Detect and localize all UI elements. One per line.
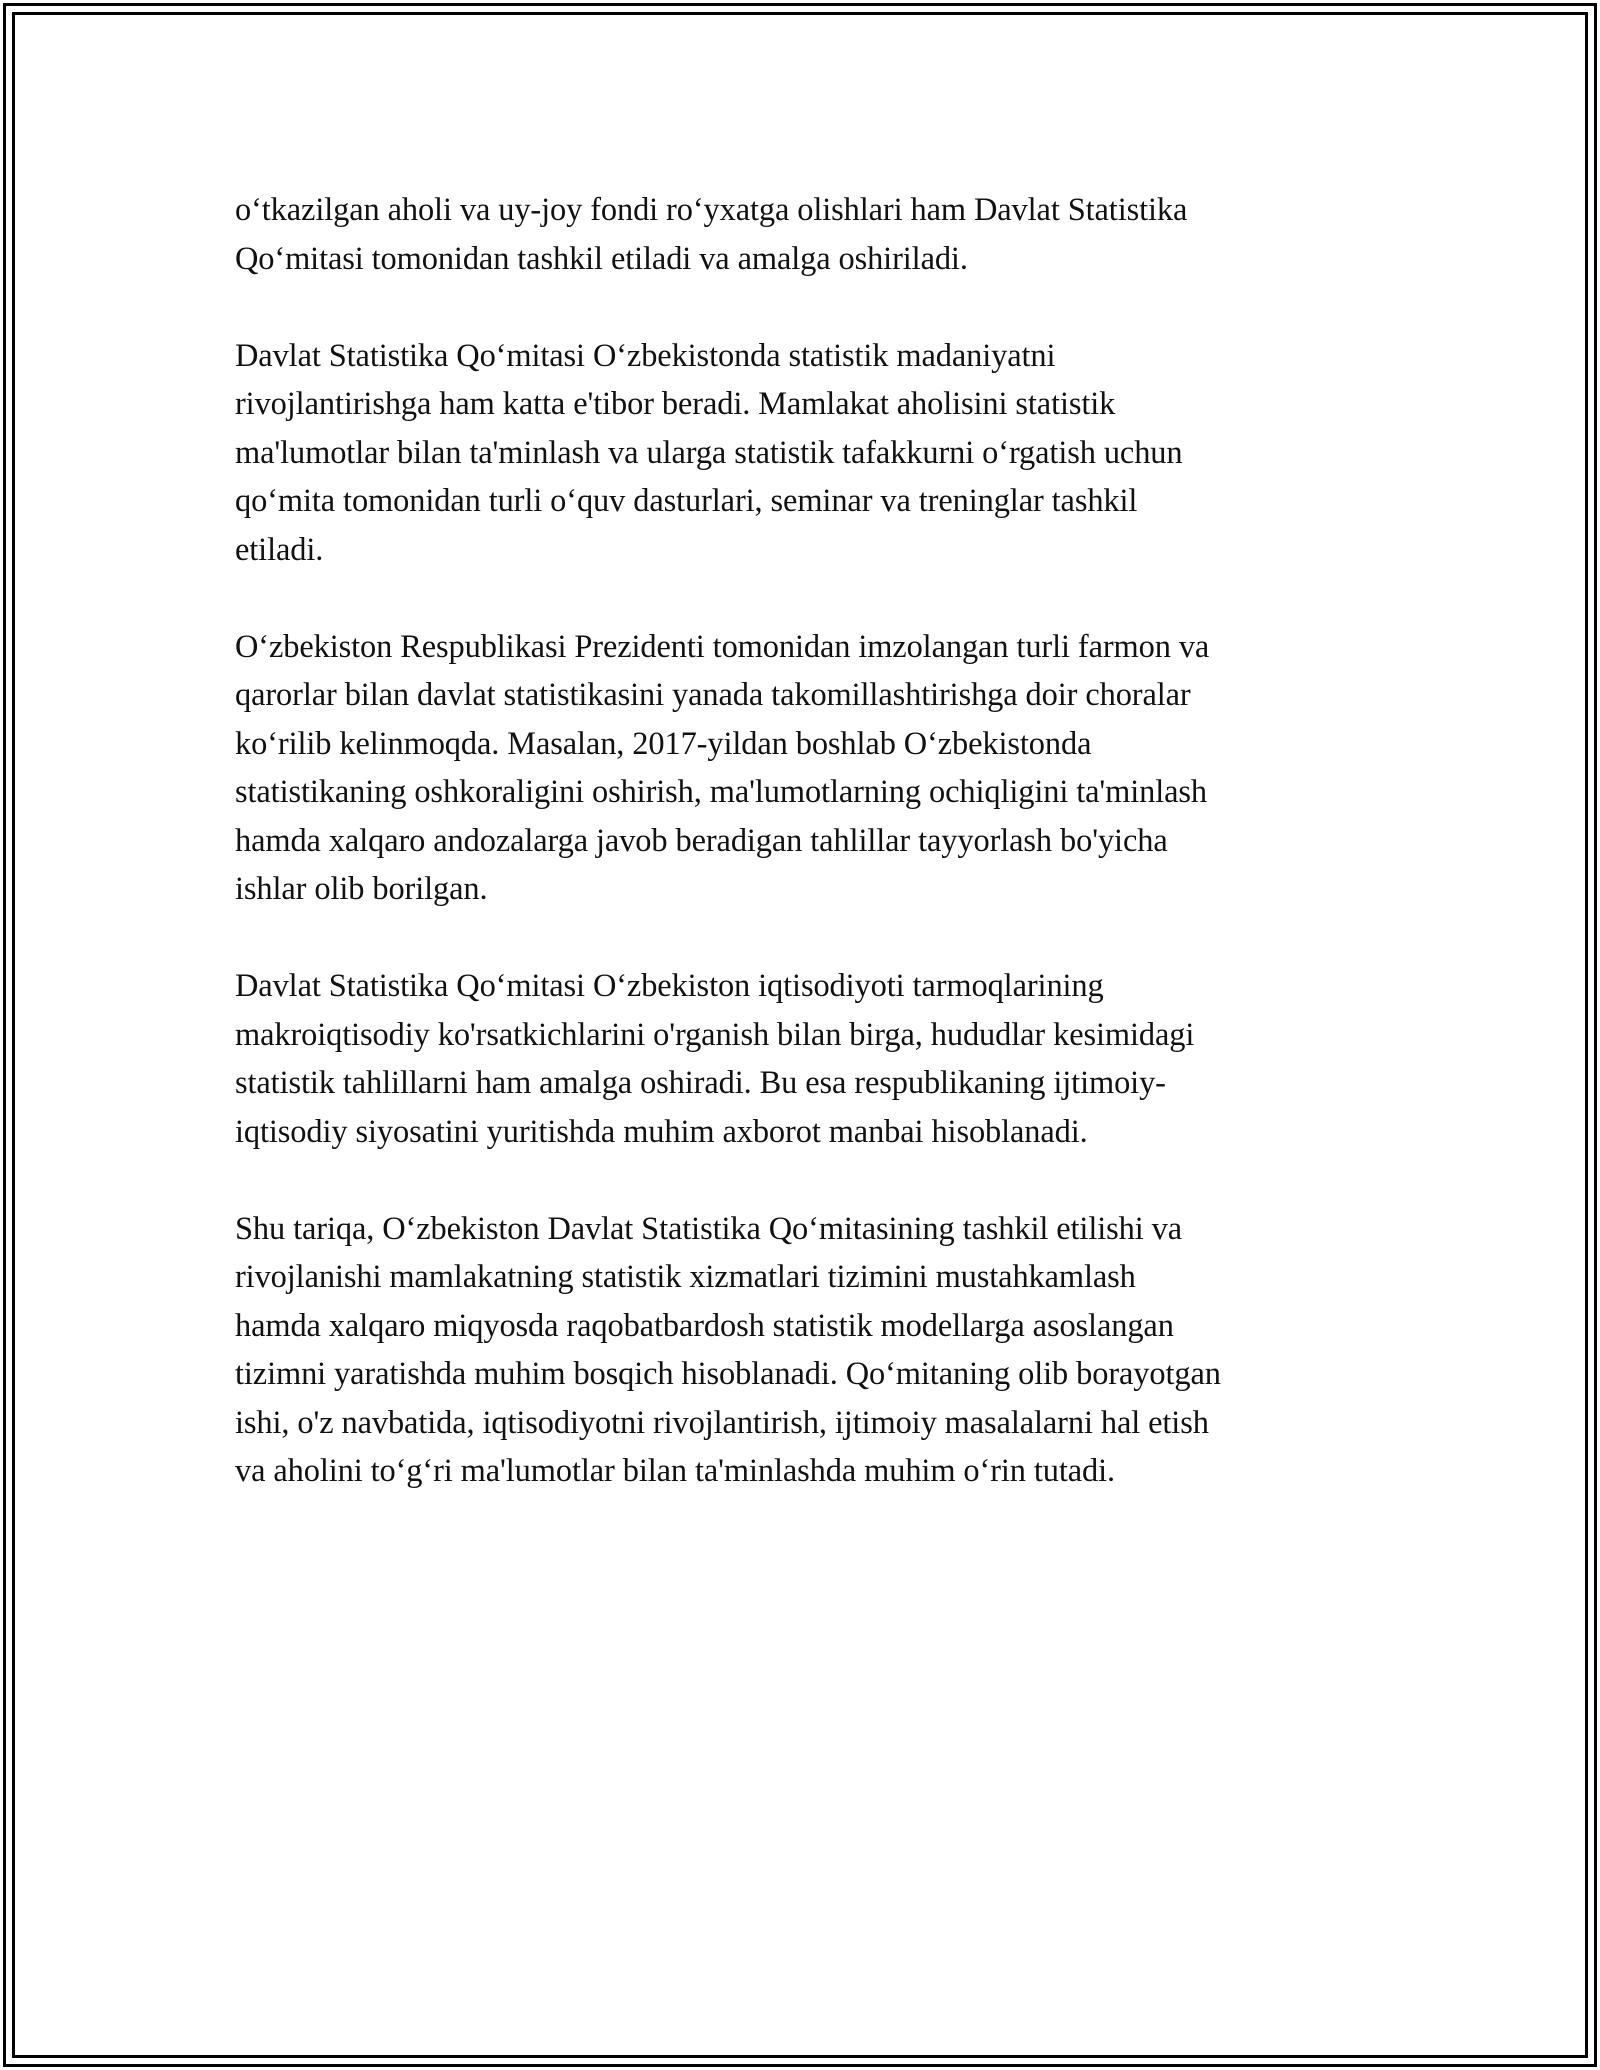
text-line: Qo‘mitasi tomonidan tashkil etiladi va amalga oshiriladi. (235, 240, 968, 277)
paragraph-1 (235, 186, 1375, 283)
text-line: Davlat Statistika Qo‘mitasi O‘zbekistonda statistik madaniyatni (235, 337, 1056, 374)
text-line: ishlar olib borilgan. (235, 871, 488, 907)
text-line: statistik tahlillarni ham amalga oshiradi. Bu esa respublikaning ijtimoiy- (235, 1065, 1166, 1101)
paragraph-3 (235, 623, 1375, 914)
text-line: va aholini to‘g‘ri ma'lumotlar bilan ta'minlashda muhim o‘rin tutadi. (235, 1453, 1116, 1489)
text-line: rivojlanishi mamlakatning statistik xizmatlari tizimini mustahkamlash (235, 1259, 1136, 1295)
text-line: o‘tkazilgan aholi va uy-joy fondi ro‘yxatga olishlari ham Davlat Statistika (235, 192, 1188, 228)
text-line: O‘zbekiston Respublikasi Prezidenti tomonidan imzolangan turli farmon va (235, 628, 1210, 665)
paragraph-4 (235, 962, 1375, 1156)
text-line: iqtisodiy siyosatini yuritishda muhim axborot manbai hisoblanadi. (235, 1113, 1088, 1150)
text-line: rivojlantirishga ham katta e'tibor beradi. Mamlakat aholisini statistik (235, 386, 1116, 422)
text-line: ma'lumotlar bilan ta'minlash va ularga statistik tafakkurni o‘rgatish uchun (235, 434, 1183, 471)
text-line: hamda xalqaro andozalarga javob beradigan tahlillar tayyorlash bo'yicha (235, 822, 1168, 859)
text-line: makroiqtisodiy ko'rsatkichlarini o'rganish bilan birga, hududlar kesimidagi (235, 1016, 1195, 1053)
text-line: qarorlar bilan davlat statistikasini yanada takomillashtirishga doir choralar (235, 677, 1191, 713)
text-line: qo‘mita tomonidan turli o‘quv dasturlari, seminar va treninglar tashkil (235, 483, 1138, 519)
text-line: hamda xalqaro miqyosda raqobatbardosh statistik modellarga asoslangan (235, 1307, 1174, 1344)
paragraph-5 (235, 1205, 1375, 1496)
text-line: Davlat Statistika Qo‘mitasi O‘zbekiston iqtisodiyoti tarmoqlarining (235, 968, 1104, 1004)
text-line: ko‘rilib kelinmoqda. Masalan, 2017-yildan boshlab O‘zbekistonda (235, 725, 1092, 762)
text-line: ishi, o'z navbatida, iqtisodiyotni rivojlantirish, ijtimoiy masalalarni hal etish (235, 1404, 1209, 1441)
text-line: etiladi. (235, 531, 324, 568)
text-line: statistikaning oshkoraligini oshirish, ma'lumotlarning ochiqligini ta'minlash (235, 774, 1208, 810)
paragraph-2 (235, 332, 1375, 575)
text-line: tizimni yaratishda muhim bosqich hisoblanadi. Qo‘mitaning olib borayotgan (235, 1356, 1221, 1392)
document-body (235, 186, 1375, 1544)
text-line: Shu tariqa, O‘zbekiston Davlat Statistika Qo‘mitasining tashkil etilishi va (235, 1210, 1182, 1247)
